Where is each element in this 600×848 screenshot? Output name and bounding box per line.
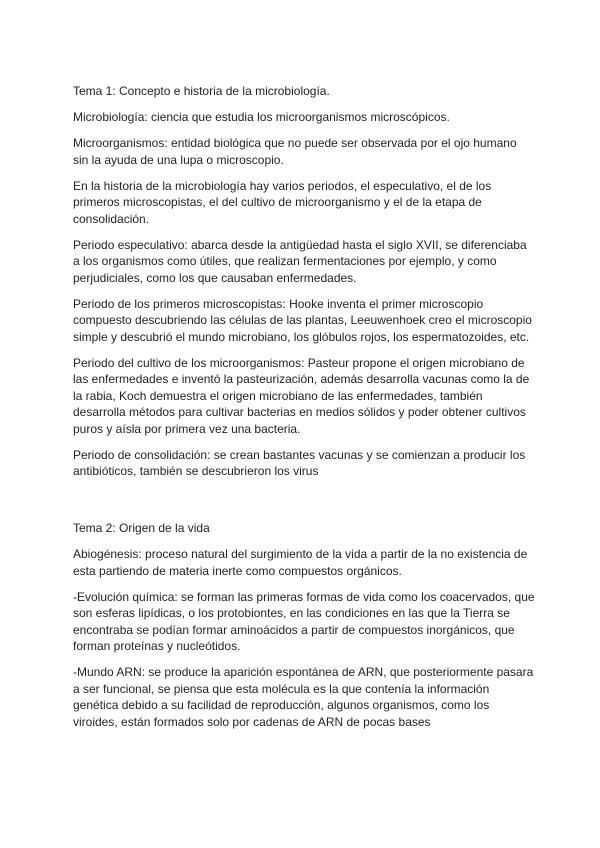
- paragraph-periodo-cultivo: Periodo del cultivo de los microorganismos: Pasteur propone el origen microbiano de las enfermedades e inventó la pasteurización, además desarrolla vacunas como la de la rabia, Koch demuestra el origen microbiano de las enfermedades, también desarrolla métodos para cultivar bacterias en medios sólidos y poder obtener cultivos puros y aísla por primera vez una bacteria.: [73, 355, 530, 436]
- paragraph-historia: En la historia de la microbiología hay varios periodos, el especulativo, el de los primeros microscopistas, el del cultivo de microorganismo y el de la etapa de consolidación.: [73, 178, 492, 226]
- document-body: [73, 83, 535, 740]
- paragraph-microbiologia: Microbiología: ciencia que estudia los microorganismos microscópicos.: [73, 110, 450, 124]
- paragraph-periodo-consolidacion: Periodo de consolidación: se crean bastantes vacunas y se comienzan a producir los antibióticos, también se descubrieron los virus: [73, 447, 526, 478]
- paragraph-evolucion-quimica: -Evolución química: se forman las primeras formas de vida como los coacervados, que son esferas lipídicas, o los protobiontes, en las condiciones en las que la Tierra se encontraba se podían formar aminoácidos a partir de compuestos inorgánicos, que forman proteínas y nucleótidos.: [73, 589, 535, 653]
- section-2-title: Tema 2: Origen de la vida: [73, 521, 210, 535]
- paragraph-microorganismos: Microorganismos: entidad biológica que no puede ser observada por el ojo humano sin la ayuda de una lupa o microscopio.: [73, 136, 517, 167]
- paragraph-mundo-arn: -Mundo ARN: se produce la aparición espontánea de ARN, que posteriormente pasara a ser funcional, se piensa que esta molécula es la que contenía la información genética debido a su facilidad de reproducción, algunos organismos, como los viroides, están formados solo por cadenas de ARN de pocas bases: [73, 665, 534, 729]
- section-1-title: Tema 1: Concepto e historia de la microbiología.: [73, 84, 330, 98]
- section-spacer: [73, 489, 535, 520]
- paragraph-periodo-especulativo: Periodo especulativo: abarca desde la antigüedad hasta el siglo XVII, se diferenciaba a los organismos como útiles, que realizan fermentaciones por ejemplo, y como perjudiciales, como los que causaban enfermedades.: [73, 237, 527, 285]
- paragraph-abiogenesis: Abiogénesis: proceso natural del surgimiento de la vida a partir de la no existencia de esta partiendo de materia inerte como compuestos orgánicos.: [73, 547, 528, 578]
- paragraph-periodo-microscopistas: Periodo de los primeros microscopistas: Hooke inventa el primer microscopio compuesto descubriendo las células de las plantas, Leeuwenhoek creo el microscopio simple y descubrió el mundo microbiano, los glóbulos rojos, los espermatozoides, etc.: [73, 296, 532, 344]
